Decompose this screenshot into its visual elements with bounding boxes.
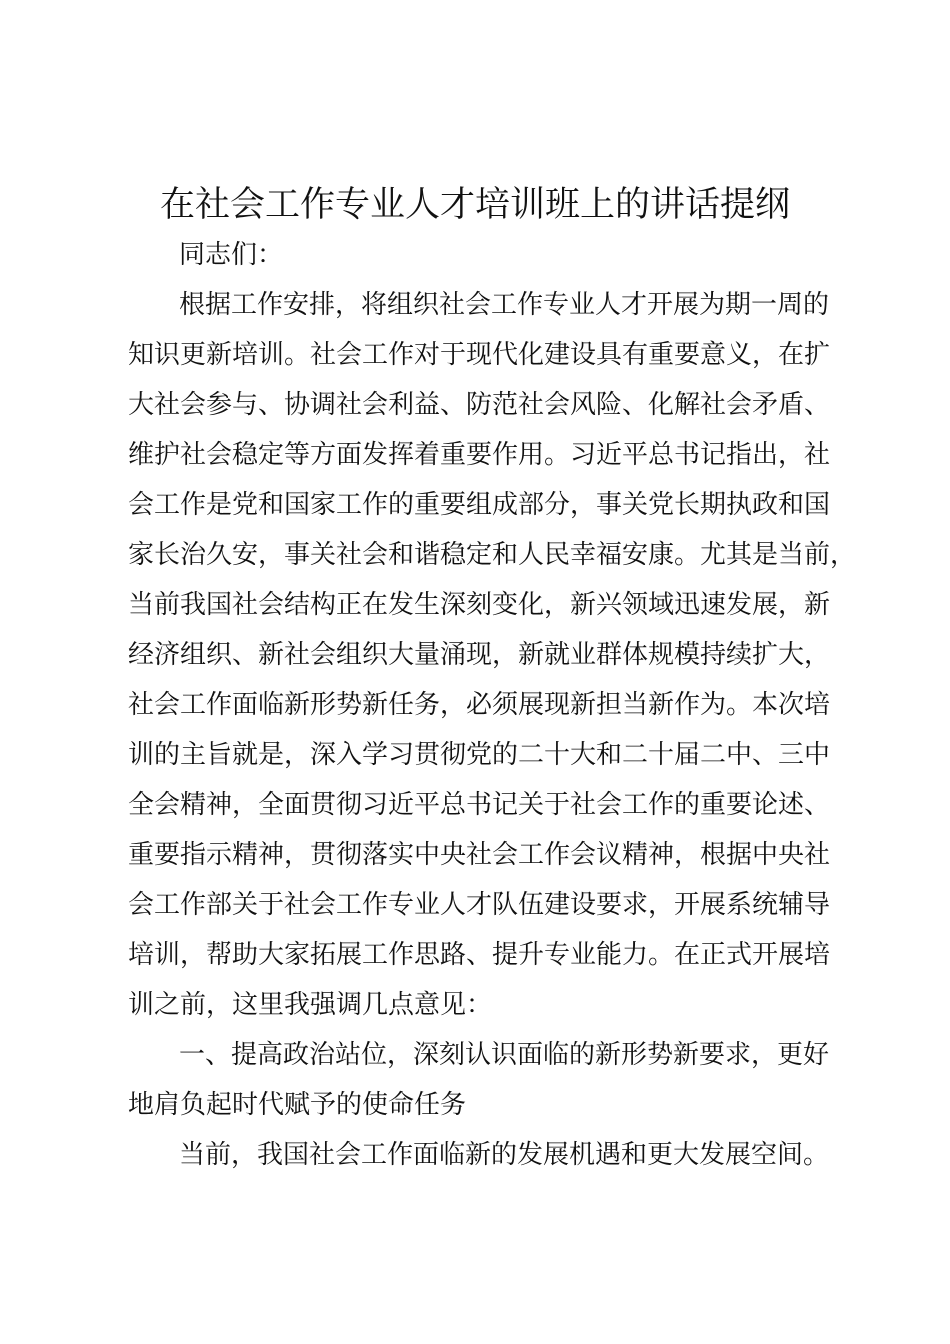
paragraph-line: 知识更新培训。社会工作对于现代化建设具有重要意义，在扩: [128, 340, 831, 370]
paragraph-line: 当前我国社会结构正在发生深刻变化，新兴领域迅速发展，新: [128, 590, 831, 620]
document-title: 在社会工作专业人才培训班上的讲话提纲: [159, 185, 790, 225]
greeting: 同志们：: [179, 240, 284, 270]
section-heading-line: 一、提高政治站位，深刻认识面临的新形势新要求，更好: [179, 1040, 830, 1070]
paragraph-line: 会工作部关于社会工作专业人才队伍建设要求，开展系统辅导: [128, 890, 831, 920]
paragraph-line: 训之前，这里我强调几点意见：: [128, 990, 493, 1020]
section-heading-line: 地肩负起时代赋予的使命任务: [128, 1090, 467, 1120]
paragraph-line: 重要指示精神，贯彻落实中央社会工作会议精神，根据中央社: [128, 840, 831, 870]
paragraph-line: 维护社会稳定等方面发挥着重要作用。习近平总书记指出，社: [128, 440, 831, 470]
paragraph-line: 社会工作面临新形势新任务，必须展现新担当新作为。本次培: [128, 690, 831, 720]
paragraph-line: 经济组织、新社会组织大量涌现，新就业群体规模持续扩大，: [128, 640, 831, 670]
paragraph-line: 大社会参与、协调社会利益、防范社会风险、化解社会矛盾、: [128, 390, 831, 420]
paragraph-line: 培训，帮助大家拓展工作思路、提升专业能力。在正式开展培: [128, 940, 831, 970]
paragraph-line: 根据工作安排，将组织社会工作专业人才开展为期一周的: [179, 290, 830, 320]
paragraph-line: 全会精神，全面贯彻习近平总书记关于社会工作的重要论述、: [128, 790, 831, 820]
paragraph-line: 训的主旨就是，深入学习贯彻党的二十大和二十届二中、三中: [128, 740, 831, 770]
paragraph-line: 当前，我国社会工作面临新的发展机遇和更大发展空间。: [179, 1140, 830, 1170]
paragraph-line: 会工作是党和国家工作的重要组成部分，事关党长期执政和国: [128, 490, 831, 520]
paragraph-line: 家长治久安，事关社会和谐稳定和人民幸福安康。尤其是当前，: [128, 540, 857, 570]
